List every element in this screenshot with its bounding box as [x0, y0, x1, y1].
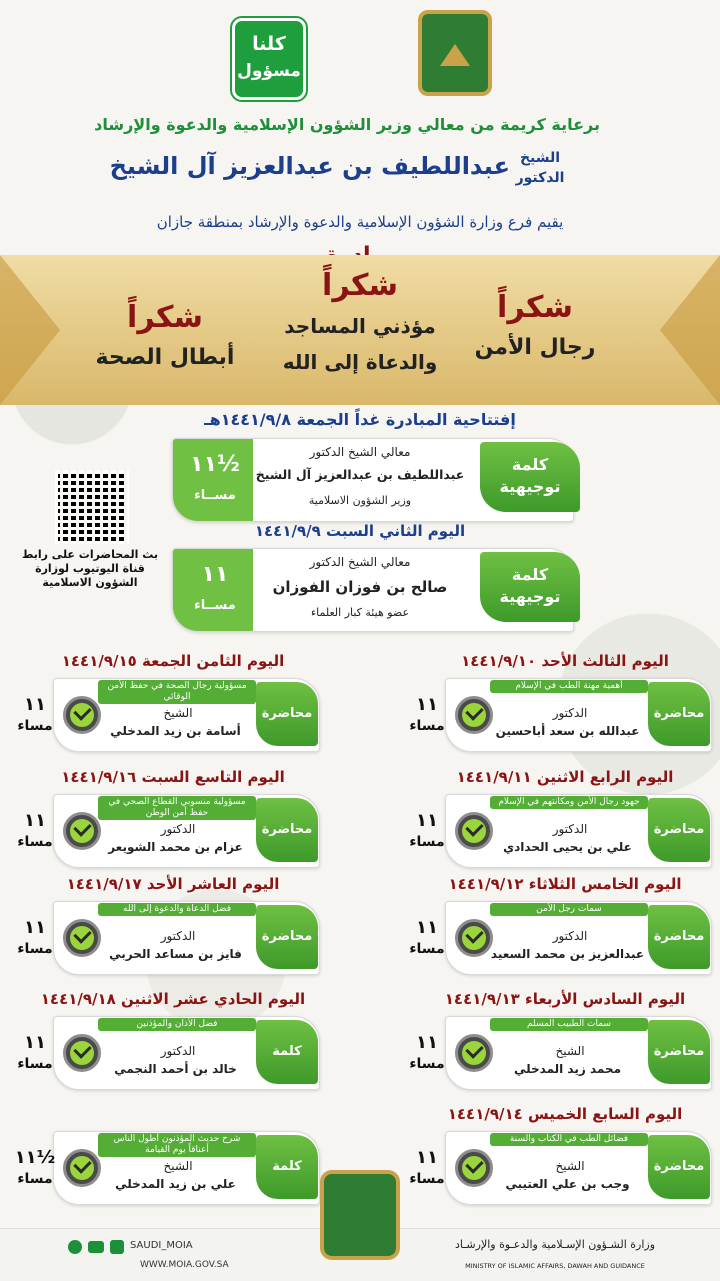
days_left-honorific: الدكتور [160, 822, 196, 836]
days_right-speaker-name: علي بن يحيى الحدادي [503, 840, 632, 854]
opening-title: إفتتاحية المبادرة غداً الجمعة ١٤٤١/٩/٨هـ [204, 410, 516, 429]
left-group: أبطال الصحة [95, 345, 235, 370]
middle-group-2: والدعاة إلى الله [282, 350, 438, 374]
days_right-period: مساء [409, 834, 445, 850]
campaign-logo-line1: كلنا [252, 33, 286, 55]
days_right-type-tag: محاضرة [648, 682, 710, 746]
days_left-topic-chip: فضل الدعاة والدعوة إلى الله [98, 903, 256, 916]
youtube-icon[interactable] [88, 1241, 104, 1253]
opening-name-1: عبداللطيف بن عبدالعزيز آل الشيخ [255, 467, 465, 482]
days_left-speaker-name: أسامة بن زيد المدخلي [110, 724, 241, 738]
days_right-time: ١١ [416, 694, 438, 715]
days_left-time: ١١ [24, 810, 46, 831]
opening-type-2 [480, 552, 580, 622]
days_left-day-title: اليوم الحادي عشر الاثنين ١٤٤١/٩/١٨ [40, 990, 306, 1008]
website-link[interactable]: WWW.MOIA.GOV.SA [140, 1260, 229, 1270]
days_left-topic-chip: مسؤولية منسوبي القطاع الصحي في حفظ أمن الوطن [98, 796, 256, 820]
opening-name-2: صالح بن فوزان الفوزان [272, 578, 448, 596]
title-prefix-1: الشيخ [519, 150, 561, 166]
clock-icon [455, 696, 493, 734]
opening-type-2-text: كلمة توجيهية [499, 565, 561, 606]
days_right-day-title: اليوم الخامس الثلاثاء ١٤٤١/٩/١٢ [448, 875, 682, 893]
days_left-period: مساء [17, 834, 53, 850]
days_left-type-tag: محاضرة [256, 798, 318, 862]
days_right-topic-chip: أهمية مهنة الطب في الإسلام [490, 680, 648, 693]
days_left-type-tag: محاضرة [256, 905, 318, 969]
days_left-honorific: الدكتور [160, 929, 196, 943]
title-prefix-2: الدكتور [515, 170, 565, 186]
days_left-time: ١١½ [14, 1147, 56, 1168]
youtube-qr-code[interactable] [55, 470, 129, 544]
qr-caption [15, 548, 165, 590]
days_left-honorific: الشيخ [163, 706, 193, 720]
patronage-line: برعاية كريمة من معالي وزير الشؤون الإسلامية والدعوة والإرشاد [94, 115, 600, 134]
days_right-type-tag: محاضرة [648, 1135, 710, 1199]
days_right-day-title: اليوم الثالث الأحد ١٤٤١/٩/١٠ [461, 652, 669, 670]
opening-period-2: مســاء [194, 598, 236, 613]
days_left-type-tag: محاضرة [256, 682, 318, 746]
social-handle[interactable]: SAUDI_MOIA [130, 1240, 193, 1251]
days_left-type-tag: كلمة [256, 1135, 318, 1199]
days_left-type-tag: كلمة [256, 1020, 318, 1084]
ministry-name-en: MINISTRY OF ISLAMIC AFFAIRS, DAWAH AND GUIDANCE [465, 1262, 645, 1270]
days_left-speaker-name: خالد بن أحمد النجمي [114, 1062, 237, 1076]
days_left-period: مساء [17, 1056, 53, 1072]
days_right-type-tag: محاضرة [648, 1020, 710, 1084]
days_left-time: ١١ [24, 1032, 46, 1053]
days_right-speaker-name: عبدالعزيز بن محمد السعيد [490, 947, 645, 961]
opening-period-1: مســاء [194, 488, 236, 503]
thanks-left: شكراً [127, 300, 203, 335]
opening-honorific-1: معالي الشيخ الدكتور [309, 445, 411, 459]
days_left-speaker-name: علي بن زيد المدخلي [115, 1177, 236, 1191]
days_right-topic-chip: سمات رجل الأمن [490, 903, 648, 916]
days_right-type-tag: محاضرة [648, 798, 710, 862]
thanks-middle: شكراً [322, 268, 398, 303]
clock-icon [63, 696, 101, 734]
days_right-day-title: اليوم السادس الأربعاء ١٤٤١/٩/١٣ [444, 990, 686, 1008]
days_right-topic-chip: فضائل الطب في الكتاب والسنة [490, 1133, 648, 1146]
days_left-day-title: اليوم العاشر الأحد ١٤٤١/٩/١٧ [66, 875, 280, 893]
days_right-honorific: الدكتور [552, 929, 588, 943]
days_left-topic-chip: شرح حديث المؤذنون أطول الناس أعناقاً يوم القيامة [98, 1133, 256, 1157]
facebook-icon[interactable] [110, 1240, 124, 1254]
days_left-day-title: اليوم التاسع السبت ١٤٤١/٩/١٦ [61, 768, 285, 786]
opening-type-1-text: كلمة توجيهية [499, 455, 561, 496]
days_right-period: مساء [409, 1056, 445, 1072]
days_right-honorific: الشيخ [555, 1044, 585, 1058]
days_right-time: ١١ [416, 917, 438, 938]
opening-time-1: ١١½ [190, 452, 240, 477]
twitter-icon[interactable] [68, 1240, 82, 1254]
opening-role-1: وزير الشؤون الاسلامية [308, 494, 412, 507]
days_left-period: مساء [17, 941, 53, 957]
clock-icon [63, 1149, 101, 1187]
opening-honorific-2: معالي الشيخ الدكتور [309, 555, 411, 569]
minister-name: عبداللطيف بن عبدالعزيز آل الشيخ [109, 152, 510, 180]
ministry-emblem-icon [418, 10, 492, 96]
opening-time-2: ١١ [201, 562, 229, 587]
days_right-honorific: الدكتور [552, 822, 588, 836]
thanks-right: شكراً [497, 290, 573, 325]
days_right-period: مساء [409, 1171, 445, 1187]
days_left-speaker-name: عزام بن محمد الشويعر [108, 840, 243, 854]
days_right-day-title: اليوم الرابع الاثنين ١٤٤١/٩/١١ [456, 768, 674, 786]
days_right-speaker-name: عبدالله بن سعد أباحسين [495, 724, 640, 738]
days_left-time: ١١ [24, 694, 46, 715]
days_left-topic-chip: فضل الأذان والمؤذنين [98, 1018, 256, 1031]
middle-group-1: مؤذني المساجد [284, 314, 436, 338]
days_left-day-title: اليوم الثامن الجمعة ١٤٤١/٩/١٥ [61, 652, 285, 670]
days_right-time: ١١ [416, 1032, 438, 1053]
days_right-period: مساء [409, 718, 445, 734]
days_right-honorific: الشيخ [555, 1159, 585, 1173]
days_right-topic-chip: جهود رجال الأمن ومكانتهم في الإسلام [490, 796, 648, 809]
campaign-logo [232, 18, 306, 100]
days_left-period: مساء [17, 1171, 53, 1187]
clock-icon [455, 1034, 493, 1072]
days_right-day-title: اليوم السابع الخميس ١٤٤١/٩/١٤ [447, 1105, 683, 1123]
qr-caption-text: بث المحاضرات على رابط قناة اليوتيوب لوزارة الشؤون الاسلامية [21, 548, 159, 589]
clock-icon [455, 919, 493, 957]
days_right-period: مساء [409, 941, 445, 957]
days_left-topic-chip: مسؤولية رجال الصحة في حفظ الأمن الوقائي [98, 680, 256, 704]
clock-icon [63, 812, 101, 850]
clock-icon [455, 1149, 493, 1187]
days_left-honorific: الشيخ [163, 1159, 193, 1173]
days_right-time: ١١ [416, 1147, 438, 1168]
days_left-honorific: الدكتور [160, 1044, 196, 1058]
clock-icon [63, 919, 101, 957]
days_right-topic-chip: سمات الطبيب المسلم [490, 1018, 648, 1031]
footer-emblem-icon [320, 1170, 400, 1260]
opening-type-1 [480, 442, 580, 512]
days_left-time: ١١ [24, 917, 46, 938]
campaign-logo-line2: مسؤول [237, 61, 301, 81]
opening-role-2: عضو هيئة كبار العلماء [310, 606, 410, 619]
days_left-period: مساء [17, 718, 53, 734]
ministry-name-ar: وزارة الشـؤون الإسـلامية والدعـوة والإرشـاد [454, 1238, 656, 1251]
clock-icon [455, 812, 493, 850]
days_right-time: ١١ [416, 810, 438, 831]
days_right-type-tag: محاضرة [648, 905, 710, 969]
day2-title: اليوم الثاني السبت ١٤٤١/٩/٩ [254, 522, 466, 540]
days_right-speaker-name: وجب بن علي العتيبي [505, 1177, 630, 1191]
clock-icon [63, 1034, 101, 1072]
days_right-speaker-name: محمد زيد المدخلي [513, 1062, 622, 1076]
days_right-honorific: الدكتور [552, 706, 588, 720]
days_left-speaker-name: فايز بن مساعد الحربي [109, 947, 242, 961]
organizer-line: يقيم فرع وزارة الشؤون الإسلامية والدعوة والإرشاد بمنطقة جازان [156, 213, 564, 231]
right-group: رجال الأمن [474, 335, 596, 360]
